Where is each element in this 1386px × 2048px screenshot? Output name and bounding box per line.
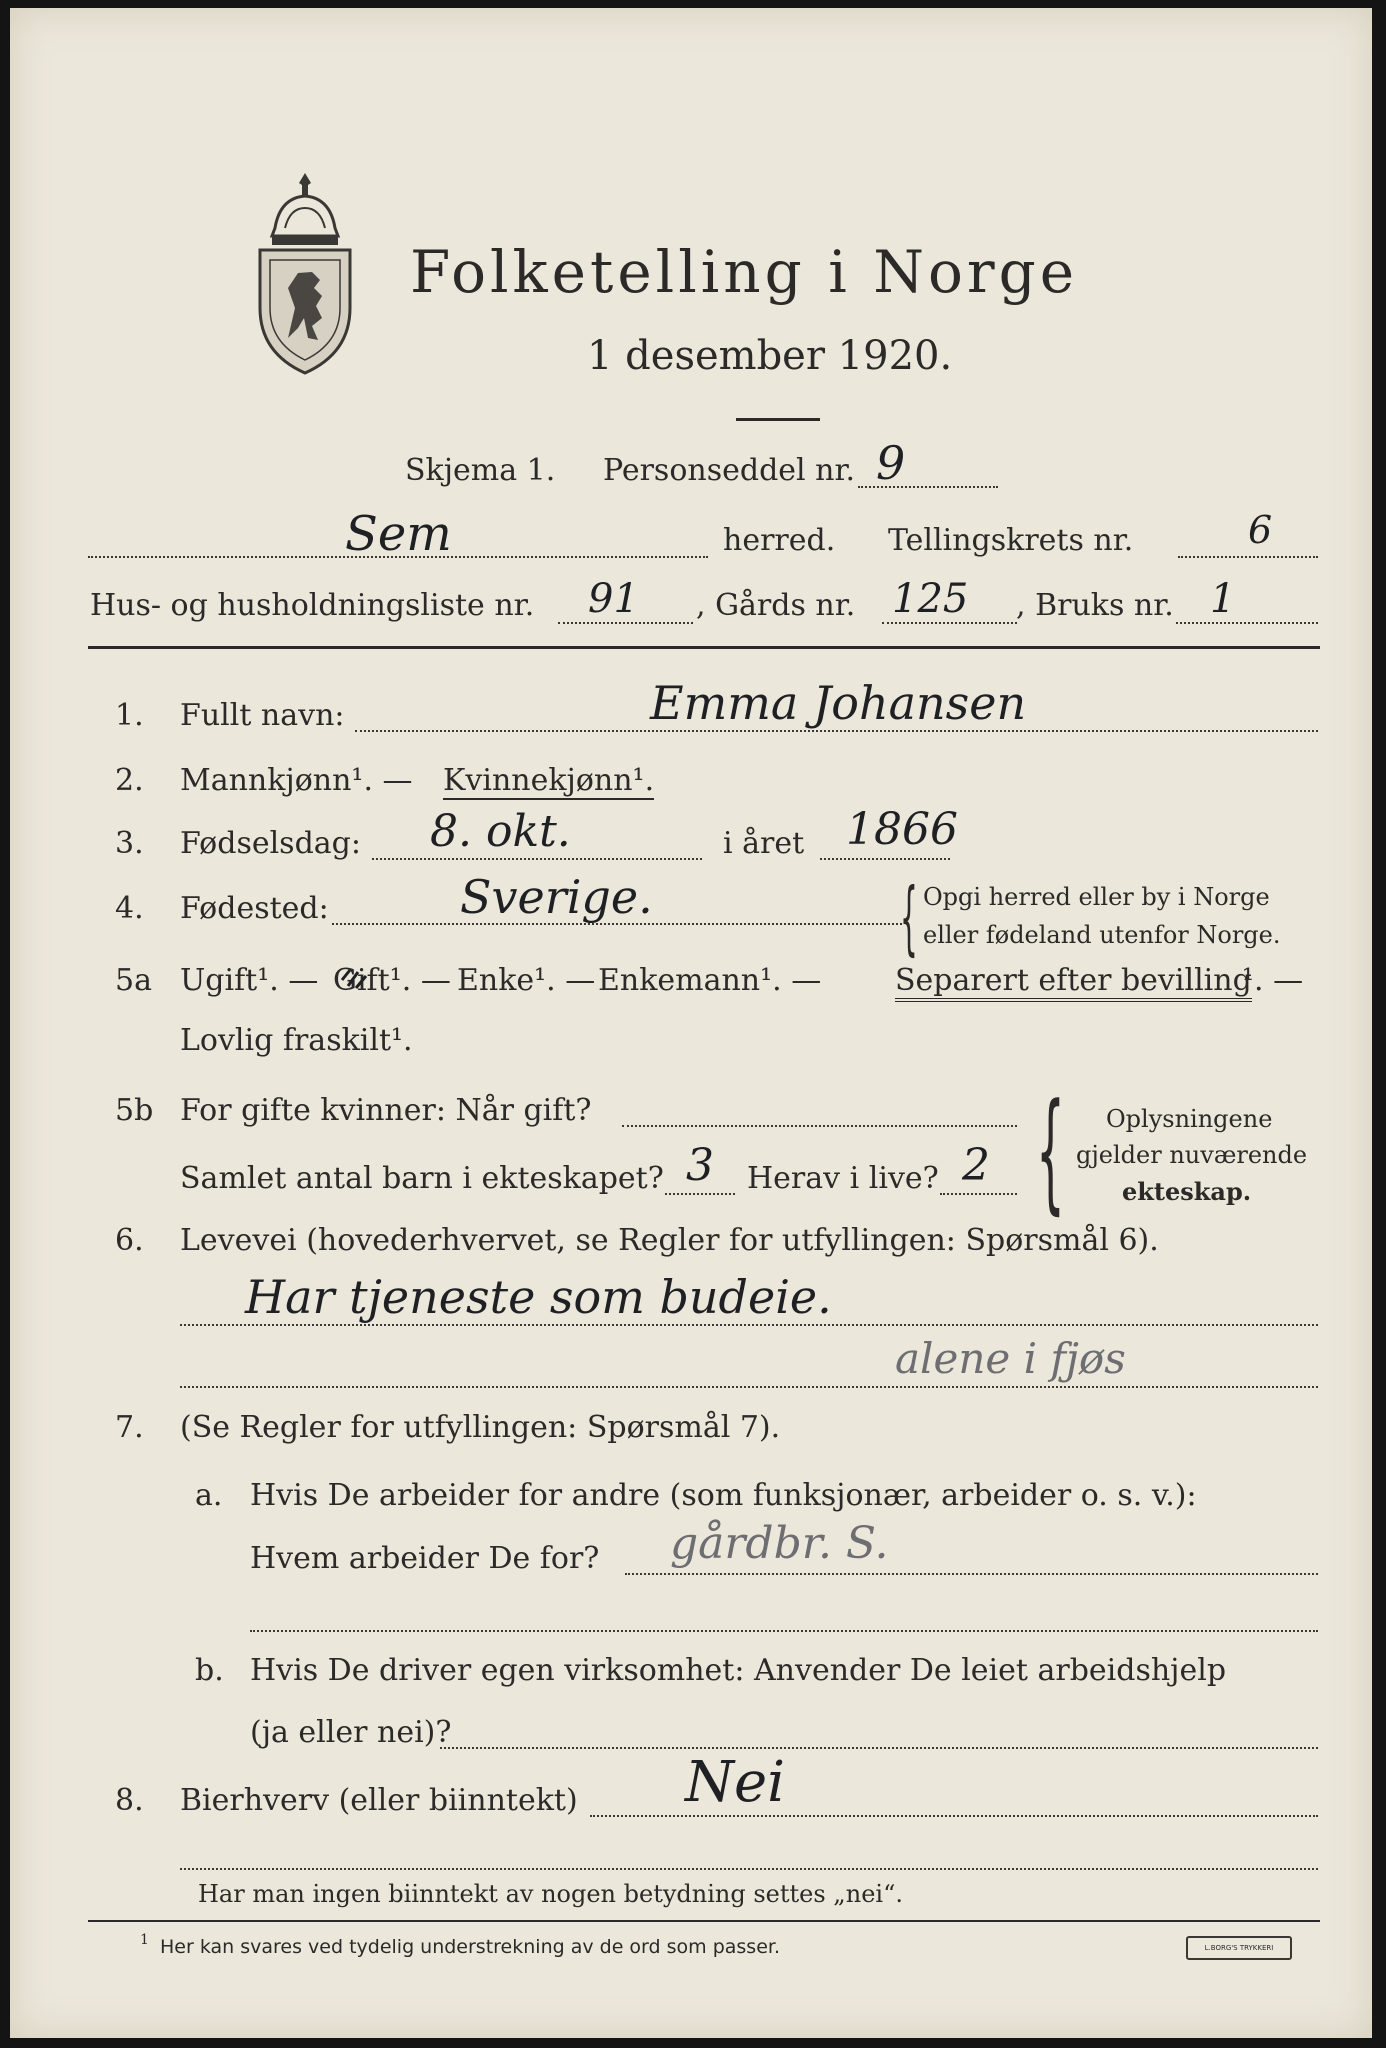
form-date: 1 desember 1920. (587, 333, 953, 379)
footer-rule (88, 1920, 1320, 1922)
coat-of-arms-icon (250, 168, 360, 383)
skjema-label: Skjema 1. (405, 453, 556, 488)
bruks-label: , Bruks nr. (1016, 588, 1174, 623)
printer-stamp: L.BORG'S TRYKKERI (1186, 1936, 1292, 1960)
q7a-line-2 (250, 1630, 1318, 1632)
q7a-question: Hvem arbeider De for? (250, 1541, 600, 1576)
q6-line-1 (180, 1324, 1318, 1326)
hus-value: 91 (588, 576, 639, 622)
q8-number: 8. (115, 1783, 144, 1818)
gards-line (882, 622, 1017, 624)
q7-number: 7. (115, 1410, 144, 1445)
gards-value: 125 (892, 576, 969, 622)
q1-number: 1. (115, 698, 144, 733)
herred-label: herred. (723, 523, 836, 558)
q5a-number: 5a (115, 963, 152, 998)
q4-number: 4. (115, 891, 144, 926)
q7b-question: (ja eller nei)? (250, 1715, 452, 1750)
q8-line (590, 1815, 1318, 1817)
q5a-fraskilt: Lovlig fraskilt¹. (180, 1023, 413, 1058)
q3-date-line (372, 858, 702, 860)
q5a-separert-tail: ¹. — (1242, 963, 1304, 998)
q5b-label-2: Samlet antal barn i ekteskapet? (180, 1161, 664, 1196)
q5b-gift-line (622, 1125, 1017, 1127)
q5b-live-line (940, 1193, 1017, 1195)
q4-label: Fødested: (180, 891, 329, 926)
q7a-text: Hvis De arbeider for andre (som funksjonær, arbeider o. s. v.): (250, 1478, 1197, 1513)
q5b-note-2: gjelder nuværende (1076, 1141, 1308, 1169)
q4-note-2: eller fødeland utenfor Norge. (923, 921, 1281, 949)
personseddel-value: 9 (876, 436, 906, 490)
q1-value: Emma Johansen (650, 676, 1027, 730)
q3-label: Fødselsdag: (180, 826, 361, 861)
q8-label: Bierhverv (eller biinntekt) (180, 1783, 578, 1818)
q2-mann: Mannkjønn¹. — (180, 763, 413, 798)
q1-line (355, 730, 1318, 732)
q5b-brace: { (1036, 1075, 1065, 1227)
form-title: Folketelling i Norge (410, 238, 1079, 306)
tellingskrets-line (1178, 556, 1318, 558)
q3-year-label: i året (723, 826, 805, 861)
q7b-line (440, 1747, 1318, 1749)
gift-strike-mark (340, 966, 370, 992)
q4-brace: { (900, 871, 918, 964)
q5a-enkemann: Enkemann¹. — (598, 963, 822, 998)
hus-label: Hus- og husholdningsliste nr. (90, 588, 535, 623)
q5b-label-1: For gifte kvinner: Når gift? (180, 1093, 592, 1128)
census-form-page (10, 8, 1372, 2038)
q3-year-value: 1866 (846, 804, 958, 855)
personseddel-label: Personseddel nr. (603, 453, 856, 488)
q5a-enke: Enke¹. — (457, 963, 596, 998)
q4-note-1: Opgi herred eller by i Norge (923, 883, 1270, 911)
q7a-value: gårdbr. S. (670, 1518, 889, 1569)
q5b-live-value: 2 (962, 1140, 990, 1191)
footnote-text: Her kan svares ved tydelig understrekning av de ord som passer. (160, 1936, 780, 1958)
hus-line (558, 622, 693, 624)
q6-value-1: Har tjeneste som budeie. (245, 1270, 832, 1324)
header-rule (88, 646, 1320, 649)
title-divider (736, 418, 820, 421)
bruks-value: 1 (1210, 576, 1236, 622)
q8-line-2 (180, 1868, 1318, 1870)
q5b-number: 5b (115, 1093, 154, 1128)
q5b-live-label: Herav i live? (747, 1161, 939, 1196)
q5b-barn-line (665, 1193, 735, 1195)
q1-label: Fullt navn: (180, 698, 345, 733)
q5b-note-3: ekteskap. (1122, 1177, 1252, 1206)
q3-year-line (820, 858, 950, 860)
footnote-mark: 1 (140, 1932, 149, 1948)
gards-label: , Gårds nr. (696, 588, 856, 623)
q4-value: Sverige. (460, 870, 653, 924)
tellingskrets-value: 6 (1248, 508, 1273, 552)
q5a-separert-selected: Separert efter bevilling (895, 963, 1252, 1002)
q5b-note-1: Oplysningene (1106, 1105, 1273, 1133)
bruks-line (1176, 622, 1318, 624)
tellingskrets-label: Tellingskrets nr. (888, 523, 1134, 558)
q5a-gift: Gift¹. — (333, 963, 451, 998)
q6-line-2 (180, 1386, 1318, 1388)
q7-label: (Se Regler for utfyllingen: Spørsmål 7). (180, 1410, 781, 1445)
q5b-barn-value: 3 (686, 1140, 714, 1191)
q7a-line (625, 1573, 1318, 1575)
q7a-letter: a. (195, 1478, 223, 1513)
q7b-text: Hvis De driver egen virksomhet: Anvender De leiet arbeidshjelp (250, 1653, 1227, 1688)
q3-value: 8. okt. (430, 806, 571, 857)
q7b-letter: b. (195, 1653, 224, 1688)
q6-number: 6. (115, 1223, 144, 1258)
q2-kvinne-selected: Kvinnekjønn¹. (443, 763, 655, 798)
q5a-ugift: Ugift¹. — (180, 963, 319, 998)
q2-number: 2. (115, 763, 144, 798)
herred-value: Sem (345, 506, 452, 562)
q8-value: Nei (685, 1750, 786, 1815)
q3-number: 3. (115, 826, 144, 861)
q6-value-2: alene i fjøs (895, 1334, 1126, 1383)
q6-label: Levevei (hovederhvervet, se Regler for utfyllingen: Spørsmål 6). (180, 1223, 1159, 1258)
footer-note: Har man ingen biinntekt av nogen betydning settes „nei“. (198, 1880, 903, 1908)
